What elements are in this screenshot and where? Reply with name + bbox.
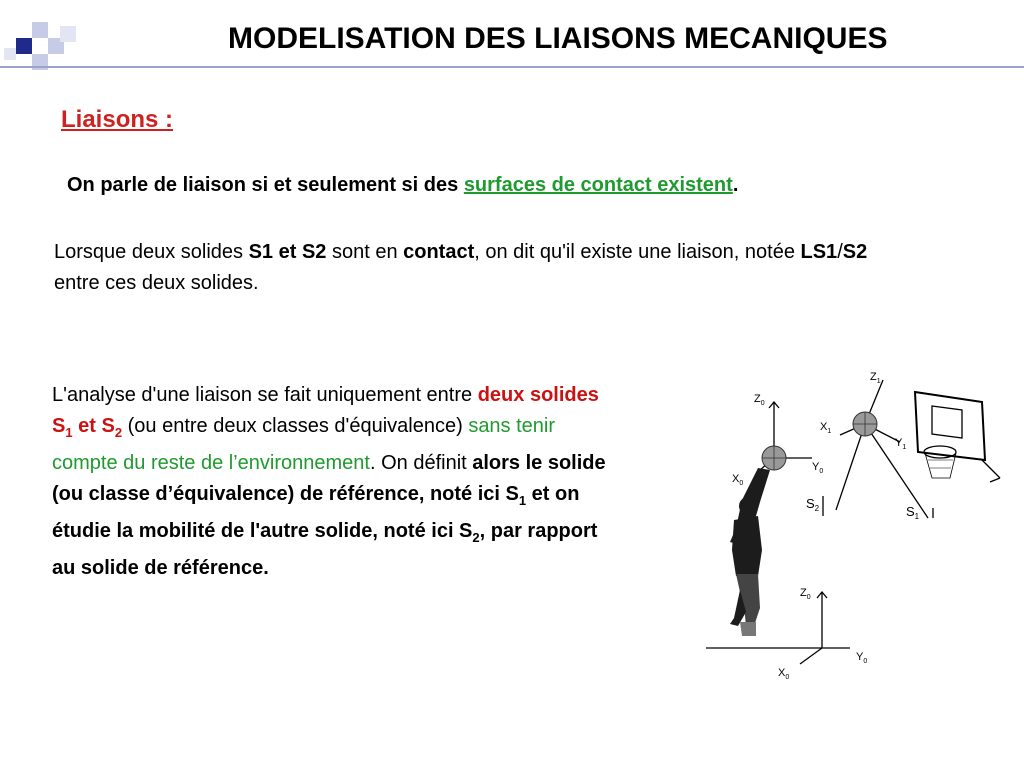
svg-text:S2: $S_2$ bbox=[806, 496, 820, 513]
p3-red2-sub: 2 bbox=[114, 425, 123, 440]
p3-t1: L'analyse d'une liaison se fait uniquement entre bbox=[52, 384, 478, 406]
svg-text:X0: $X_0$ bbox=[732, 473, 744, 487]
svg-text:Z1: $Z_1$ bbox=[870, 371, 881, 385]
basketball-figure bbox=[700, 360, 1010, 690]
title-underline bbox=[0, 66, 1024, 68]
p2-t4: / bbox=[837, 241, 843, 263]
p3-red1-sub: 1 bbox=[65, 425, 73, 440]
p3-t3: . On définit bbox=[369, 452, 473, 474]
liaison-paragraph bbox=[54, 237, 874, 299]
svg-text:X0: $X_0$ bbox=[778, 667, 790, 681]
p3-green: sans tenir compte du reste de l’environnement bbox=[52, 415, 556, 474]
p2-t3: , on dit qu'il existe une liaison, notée bbox=[474, 241, 801, 263]
svg-text:Y0: $Y_0$ bbox=[812, 461, 824, 475]
svg-text:Z0: $Z_0$ bbox=[754, 393, 765, 407]
p3-bold3: , par rapport au solide de référence. bbox=[52, 520, 598, 579]
p3-bold1-sub: 1 bbox=[518, 493, 527, 508]
svg-text:S1: $S_1$ bbox=[906, 504, 920, 521]
p2-t2: sont en bbox=[326, 241, 404, 263]
analysis-paragraph bbox=[52, 380, 622, 584]
p3-bold2: et on étudie la mobilité de l'autre solide, noté ici S bbox=[52, 483, 580, 542]
svg-text:Y0: $Y_0$ bbox=[856, 651, 868, 665]
slide-title: MODELISATION DES LIAISONS MECANIQUES bbox=[228, 22, 888, 55]
svg-text:Y1: $Y_1$ bbox=[895, 437, 907, 451]
p2-b3: LS1 bbox=[800, 241, 838, 263]
contact-definition-end: . bbox=[732, 174, 739, 196]
contact-surfaces-highlight: surfaces de contact existent bbox=[463, 174, 733, 196]
svg-text:X1: $X_1$ bbox=[820, 421, 832, 435]
p2-b2: contact bbox=[403, 241, 475, 263]
p3-bold1: alors le solide (ou classe d’équivalence) de référence, noté ici S bbox=[52, 452, 606, 505]
p2-b1: S1 et S2 bbox=[248, 241, 327, 263]
p2-t5: entre ces deux solides. bbox=[54, 272, 259, 294]
p3-t2: (ou entre deux classes d'équivalence) bbox=[122, 415, 469, 437]
p2-t1: Lorsque deux solides bbox=[54, 241, 249, 263]
contact-definition bbox=[67, 174, 738, 197]
contact-definition-text: On parle de liaison si et seulement si des bbox=[67, 174, 464, 196]
p3-red1: deux solides S bbox=[52, 384, 599, 437]
p3-bold2-sub: 2 bbox=[472, 530, 480, 545]
p2-b4: S2 bbox=[842, 241, 868, 263]
decorative-squares bbox=[0, 0, 90, 90]
svg-text:Z0: $Z_0$ bbox=[800, 587, 811, 601]
p3-red2: et S bbox=[72, 415, 115, 437]
section-heading: Liaisons : bbox=[61, 106, 174, 133]
